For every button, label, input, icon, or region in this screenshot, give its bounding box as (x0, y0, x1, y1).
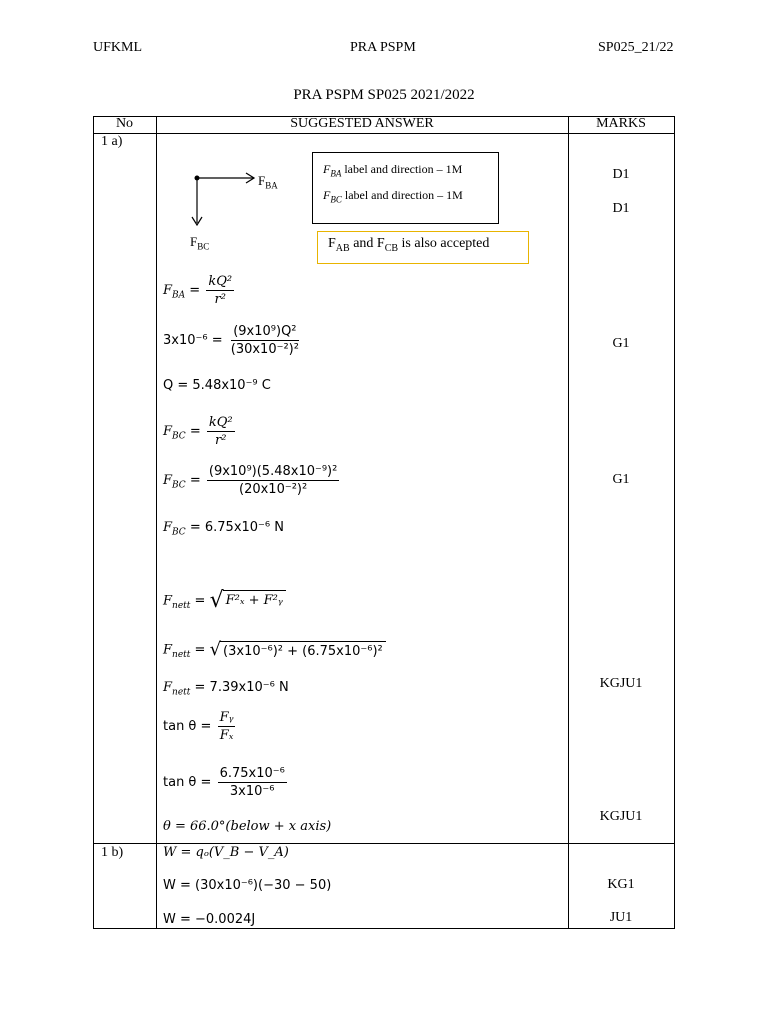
equation-fbc-result: $F_{BC} = 6.75x10^{-6}$ N (163, 520, 284, 538)
equation-fnett-substitution: $F_{nett}$ = √ (3x10⁻⁶)² + (6.75x10⁻⁶)² (163, 641, 386, 660)
note-line-fba: $F_{BA}$ label and direction – 1M (323, 162, 463, 179)
equation-fbc-formula: $F_{BC}$ = $\frac{\text{kQ²}}{\text{r²}}$ (163, 415, 233, 448)
force-arrow-ba (195, 172, 257, 186)
equation-work-result: W = −0.0024J (163, 912, 256, 927)
fbc-label: $F_{BC}$ (190, 234, 210, 252)
column-header-marks: MARKS (596, 116, 646, 131)
mark-ju1-work: JU1 (609, 910, 633, 925)
mark-g1-fbc: G1 (612, 472, 630, 487)
equation-substitution-q: 3x10⁻⁶ = $\frac{\text{(9x10⁹)Q²}}{\text{(30x10⁻²)²}}$ (163, 324, 299, 357)
document-title: PRA PSPM SP025 2021/2022 (293, 87, 475, 103)
mark-g1-q: G1 (612, 336, 630, 351)
equation-fbc-substitution: $F_{BC}$ = $\frac{\text{(9x10⁹)(5.48x10⁻⁹)²}}{\text{(20x10⁻²)²}}$ (163, 464, 338, 497)
equation-fnett-result: $F_{nett} = 7.39x10^{-6}$ N (163, 680, 289, 698)
equation-fnett-formula: $F_{nett}$ = √ F²ₓ + F²ᵧ (163, 590, 286, 612)
header-right: SP025_21/22 (598, 40, 674, 55)
column-header-no: No (115, 116, 134, 131)
equation-work-substitution: W = (30x10⁻⁶)(−30 − 50) (163, 878, 332, 893)
equation-theta-result: θ = 66.0°(below + x axis) (163, 819, 332, 834)
question-label-1b: 1 b) (101, 845, 124, 860)
accepted-note-box: $F_{AB}$ and $F_{CB}$ is also accepted (317, 231, 529, 264)
mark-kgju1-theta: KGJU1 (599, 809, 643, 824)
equation-tan-substitution: tan θ = $\frac{\text{6.75x10⁻⁶}}{\text{3x10⁻⁶}}$ (163, 766, 285, 799)
equation-fba-formula: $F_{BA}$ = $\frac{\text{kQ²}}{\text{r²}}$ (163, 274, 233, 307)
fba-label: $F_{BA}$ (258, 173, 278, 191)
equation-q-result: Q = 5.48x10⁻⁹ C (163, 378, 271, 393)
mark-kgju1-fnett: KGJU1 (599, 676, 643, 691)
equation-tan-formula: tan θ = $\frac{\text{Fᵧ}}{\text{Fₓ}}$ (163, 710, 234, 743)
column-header-answer: SUGGESTED ANSWER (290, 116, 434, 131)
equation-work-formula: W = qₒ(V_B − V_A) (163, 845, 289, 860)
mark-d1-fba: D1 (612, 167, 630, 182)
header-left: UFKML (93, 40, 143, 55)
marking-note-box (312, 152, 499, 224)
mark-d1-fbc: D1 (612, 201, 630, 216)
question-label-1a: 1 a) (101, 134, 123, 149)
note-line-fbc: $F_{BC}$ label and direction – 1M (323, 188, 463, 205)
header-center: PRA PSPM (350, 40, 416, 55)
mark-kg1-work: KG1 (607, 877, 635, 892)
